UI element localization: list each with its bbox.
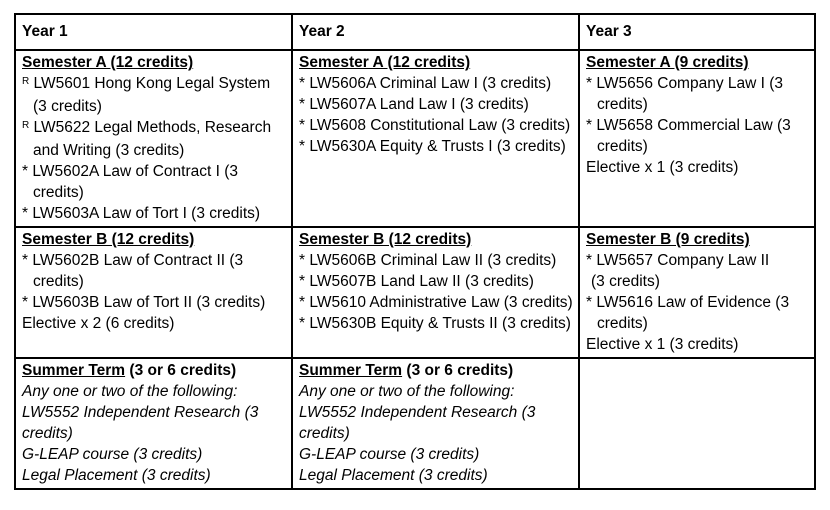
curriculum-table (14, 13, 816, 490)
semester-title: Semester A (12 credits) (22, 54, 194, 71)
course-text: LW5606B Criminal Law II (3 credits) (309, 252, 557, 269)
summer-term-title (299, 360, 573, 381)
semester-title: Semester B (12 credits) (22, 231, 195, 248)
course-marker: * (22, 294, 29, 311)
summer-term-label: Summer Term (22, 362, 126, 379)
summer-term-title (22, 360, 286, 381)
course-item (299, 271, 573, 292)
semester-title: Semester B (12 credits) (299, 231, 472, 248)
course-text: LW5602A Law of Contract I (3 credits) (32, 163, 238, 201)
summer-option-line: Legal Placement (3 credits) (22, 467, 211, 484)
course-item (299, 73, 573, 94)
course-item (299, 94, 573, 115)
course-text: LW5622 Legal Methods, Research and Writing (3 credits) (33, 119, 272, 159)
course-text: LW5610 Administrative Law (3 credits) (309, 294, 573, 311)
course-text: Elective x 1 (3 credits) (586, 159, 739, 176)
course-text: Elective x 1 (3 credits) (586, 336, 739, 353)
summer-option-line: Any one or two of the following: (299, 383, 515, 400)
course-marker: * (586, 294, 593, 311)
semester-title: Semester A (12 credits) (299, 54, 471, 71)
course-item (22, 203, 286, 224)
summer-term-credits: (3 or 6 credits) (129, 362, 237, 379)
course-marker: * (299, 252, 306, 269)
course-text: LW5616 Law of Evidence (3 credits) (596, 294, 790, 332)
year3-semester-a-cell (579, 50, 815, 227)
summer-option-line: LW5552 Independent Research (3 credits) (22, 404, 259, 442)
course-text: LW5603A Law of Tort I (3 credits) (32, 205, 261, 222)
course-marker: * (299, 117, 306, 134)
course-marker: * (586, 75, 593, 92)
course-text-line2: (3 credits) (591, 273, 660, 290)
course-marker: * (299, 273, 306, 290)
course-text: LW5630B Equity & Trusts II (3 credits) (309, 315, 571, 332)
year1-header: Year 1 (15, 14, 292, 50)
course-item (299, 115, 573, 136)
course-text: LW5657 Company Law II (596, 252, 770, 269)
course-marker: * (22, 205, 29, 222)
header-row (15, 14, 815, 50)
course-marker: * (299, 315, 306, 332)
summer-term-label: Summer Term (299, 362, 403, 379)
course-text: LW5630A Equity & Trusts I (3 credits) (309, 138, 566, 155)
course-item (586, 334, 809, 355)
summer-option-line: Legal Placement (3 credits) (299, 467, 488, 484)
summer-option-line: Any one or two of the following: (22, 383, 238, 400)
semester-title: Semester B (9 credits) (586, 231, 750, 248)
course-item (586, 250, 809, 292)
course-text: LW5656 Company Law I (3 credits) (596, 75, 784, 113)
course-text: LW5608 Constitutional Law (3 credits) (309, 117, 571, 134)
course-text: LW5602B Law of Contract II (3 credits) (32, 252, 244, 290)
course-text: LW5658 Commercial Law (3 credits) (596, 117, 791, 155)
course-item (586, 73, 809, 115)
year2-summer-term-cell (292, 358, 579, 489)
course-marker: * (299, 294, 306, 311)
summer-option-line: G-LEAP course (3 credits) (22, 446, 203, 463)
year3-header: Year 3 (579, 14, 815, 50)
year3-semester-b-cell (579, 227, 815, 358)
year1-semester-a-cell (15, 50, 292, 227)
course-text: LW5603B Law of Tort II (3 credits) (32, 294, 266, 311)
course-item (22, 292, 286, 313)
course-item (22, 117, 286, 161)
course-text: LW5601 Hong Kong Legal System (3 credits) (33, 75, 271, 115)
course-item (22, 161, 286, 203)
course-item (586, 115, 809, 157)
course-marker: * (22, 252, 29, 269)
course-text: LW5607A Land Law I (3 credits) (309, 96, 529, 113)
course-item (299, 136, 573, 157)
year3-summer-term-cell-empty (579, 358, 815, 489)
year2-header: Year 2 (292, 14, 579, 50)
year2-semester-b-cell (292, 227, 579, 358)
course-marker: * (299, 138, 306, 155)
year1-summer-term-cell (15, 358, 292, 489)
course-item (299, 292, 573, 313)
course-marker: R (22, 76, 30, 87)
summer-option-line: G-LEAP course (3 credits) (299, 446, 480, 463)
course-marker: * (22, 163, 29, 180)
course-item (586, 157, 809, 178)
summer-term-credits: (3 or 6 credits) (406, 362, 514, 379)
course-item (22, 250, 286, 292)
course-marker: * (586, 117, 593, 134)
course-marker: * (299, 96, 306, 113)
summer-option-line: LW5552 Independent Research (3 credits) (299, 404, 536, 442)
semester-b-row (15, 227, 815, 358)
semester-title: Semester A (9 credits) (586, 54, 749, 71)
course-item (299, 313, 573, 334)
semester-a-row (15, 50, 815, 227)
year1-semester-b-cell (15, 227, 292, 358)
summer-term-row (15, 358, 815, 489)
course-text: LW5607B Land Law II (3 credits) (309, 273, 534, 290)
course-marker: * (299, 75, 306, 92)
course-text: LW5606A Criminal Law I (3 credits) (309, 75, 552, 92)
year2-semester-a-cell (292, 50, 579, 227)
course-text: Elective x 2 (6 credits) (22, 315, 175, 332)
course-item (22, 73, 286, 117)
course-item (586, 292, 809, 334)
course-marker: R (22, 120, 30, 131)
course-item (299, 250, 573, 271)
course-marker: * (586, 252, 593, 269)
course-item (22, 313, 286, 334)
